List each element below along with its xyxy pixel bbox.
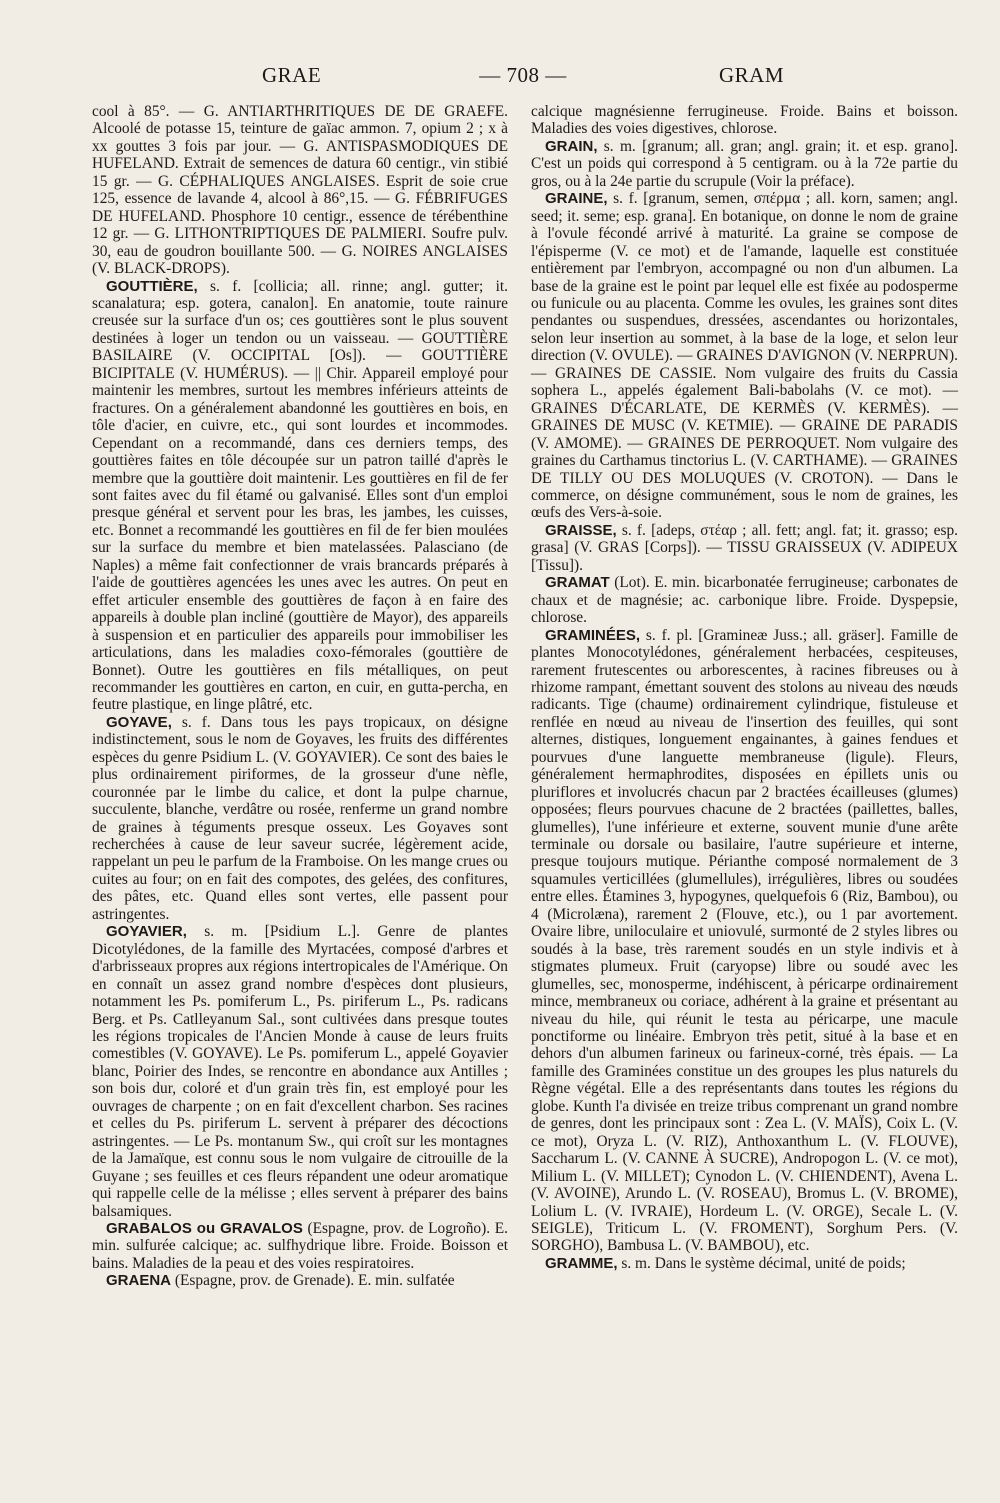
entry-headword: GRAINE, <box>545 190 608 208</box>
entry-continuation <box>92 103 508 278</box>
header-right-guide-word: GRAM <box>718 63 784 87</box>
entry-text: calcique magnésienne ferrugineuse. Froide. Bains et boisson. Maladies des voies digestives, chlorose. <box>531 103 958 138</box>
entry-headword: GRAMAT <box>545 574 610 592</box>
entry-headword: GRABALOS ou GRAVALOS <box>106 1220 303 1237</box>
header-left-guide-word: GRAE <box>262 63 322 87</box>
entry-text: (Espagne, prov. de Logroño). E. min. sulfurée calcique; ac. sulfhydrique libre. Froide. Boisson et bains. Maladies de la peau et des voies respiratoires. <box>92 1220 508 1272</box>
entry-text: s. f. [adeps, στέαρ ; all. fett; angl. fat; it. grasso; esp. grasa] (V. GRAS [Corps]). — TISSU GRAISSEUX (V. ADIPEUX [Tissu]). <box>531 521 958 574</box>
running-header <box>262 63 784 93</box>
entry-text: s. f. pl. [Gramineæ Juss.; all. gräser]. Famille de plantes Monocotylédones, généralement herbacées, cespiteuses, rarement frutescentes ou arborescentes, à racines fibreuses ou à rhizome rampant, émettant souvent des stolons au niveau des nœuds radicants. Tige (chaume) ordinairement cylindrique, fistuleuse et renflée en nœud au niveau de l'insertion des feuilles, qui sont alternes, distiques, longuement engainantes, à gaines fendues et pourvues d'une languette membraneuse (ligule). Fleurs, généralement hermaphrodites, disposées en épillets unis ou pluriflores et involucrés chacun par 2 bractées écailleuses (glumes) opposées; fleurs pourvues chacune de 2 bractées (paillettes, balles, glumelles), l'une inférieure et externe, souvent munie d'une arête terminale ou dorsale ou basilaire, l'autre supérieure et interne, presque toujours mutique. Périanthe composé normalement de 3 squamules verticillées (glumellules), irrégulières, libres ou soudées entre elles. Étamines 3, hypogynes, quelquefois 6 (Riz, Bambou), ou 4 (Microlæna), rarement 2 (Flouve, etc.), ou 1 par avortement. Ovaire libre, uniloculaire et uniovulé, surmonté de 2 styles libres ou soudés à la base, très rarement soudés en un style indivis et à stigmates plumeux. Fruit (caryopse) libre ou soudé avec les glumelles, sec, monosperme, indéhiscent, à péricarpe ordinairement mince, membraneux ou coriace, adhérent à la graine et présentant au niveau du hile, qui réunit le testa au péricarpe, une macule ponctiforme ou linéaire. Embryon très petit, situé à la base et en dehors d'un albumen farineux ou farineux-corné, très épais. — La famille des Graminées constitue un des groupes les plus naturels du Règne végétal. Elle a des représentants dans toutes les régions du globe. Kunth l'a divisée en treize tribus comprenant un grand nombre de genres, dont les principaux sont : Zea L. (V. MAÏS), Coix L. (V. ce mot), Oryza L. (V. RIZ), Anthoxanthum L. (V. FLOUVE), Saccharum L. (V. CANNE À SUCRE), Andropogon L. (V. ce mot), Milium L. (V. MILLET); Cynodon L. (V. CHIENDENT), Avena L. (V. AVOINE), Arundo L. (V. ROSEAU), Bromus L. (V. BROME), Lolium L. (V. IVRAIE), Hordeum L. (V. ORGE), Secale L. (V. SEIGLE), Triticum L. (V. FROMENT), Sorghum Pers. (V. SORGHO), Bambusa L. (V. BAMBOU), etc. <box>531 626 958 1255</box>
dictionary-entry <box>92 923 508 1220</box>
entry-headword: GOYAVIER, <box>106 923 187 941</box>
left-column <box>92 103 508 1290</box>
page-number: — 708 — <box>479 63 567 87</box>
entry-text: s. m. Dans le système décimal, unité de poids; <box>617 1254 906 1272</box>
entry-headword: GRAENA <box>106 1272 172 1290</box>
entry-text: (Lot). E. min. bicarbonatée ferrugineuse; carbonates de chaux et de magnésie; ac. carbonique libre. Froide. Dyspepsie, chlorose. <box>531 574 958 627</box>
dictionary-entry <box>531 190 958 522</box>
dictionary-entry <box>531 574 958 626</box>
dictionary-entry <box>531 522 958 574</box>
entry-text: s. f. [granum, semen, σπέρμα ; all. korn, samen; angl. seed; it. seme; esp. grana]. En botanique, on donne le nom de graine à l'ovule fécondé arrivé à maturité. La graine se compose de l'épisperme (V. ce mot) et de l'amande, laquelle est constituée entièrement par l'embryon, accompagné ou non d'un albumen. La base de la graine est le point par lequel elle est fixée au podosperme ou funicule ou au placenta. Comme les ovules, les graines sont dites pendantes ou suspendues, dressées, ascendantes ou horizontales, selon leur insertion au sommet, à la base de la loge, et selon leur direction (V. OVULE). — GRAINES D'AVIGNON (V. NERPRUN). — GRAINES DE CASSIE. Nom vulgaire des fruits du Cassia sophera L., appelés également Bali-babolahs (V. ce mot). — GRAINES D'ÉCARLATE, DE KERMÈS (V. KERMÈS). — GRAINES DE MUSC (V. KETMIE). — GRAINE DE PARADIS (V. AMOME). — GRAINES DE PERROQUET. Nom vulgaire des graines du Carthamus tinctorius L. (V. CARTHAME). — GRAINES DE TILLY OU DES MOLUQUES (V. CROTON). — Dans le commerce, on désigne communément, sous le nom de graines, les œufs des Vers-à-soie. <box>531 190 958 522</box>
entry-text: s. m. [Psidium L.]. Genre de plantes Dicotylédones, de la famille des Myrtacées, composé d'arbres et d'arbrisseaux propres aux régions intertropicales de l'Amérique. On en connaît un assez grand nombre d'espèces dont plusieurs, notamment les Ps. pomiferum L., Ps. piriferum L., Ps. radicans Berg. et Ps. Catlleyanum Sal., sont cultivées dans presque toutes les régions tropicales de l'Ancien Monde à cause de leurs fruits comestibles (V. GOYAVE). Le Ps. pomiferum L., appelé Goyavier blanc, Poirier des Indes, se rencontre en abondance aux Antilles ; son bois dur, coloré et d'un grain très fin, est employé pour les ouvrages de charpente ; on en fait d'excellent charbon. Ses racines et celles du Ps. piriferum L. servent à préparer des décoctions astringentes. — Le Ps. montanum Sw., qui croît sur les montagnes de la Jamaïque, est connu sous le nom vulgaire de citrouille de la Guyane ; ses feuilles et ces fleurs répandent une odeur aromatique qui rappelle celle de la mélisse ; elles servent à préparer des bains balsamiques. <box>92 923 508 1220</box>
dictionary-entry <box>92 278 508 714</box>
dictionary-entry <box>531 138 958 190</box>
entry-text: s. m. [granum; all. gran; angl. grain; it. et esp. grano]. C'est un poids qui correspond à 5 centigram. ou à la 72e partie du gros, ou à la 24e partie du scrupule (Voir la préface). <box>531 137 958 190</box>
dictionary-entry <box>92 1272 508 1289</box>
dictionary-entry <box>92 714 508 923</box>
entry-continuation <box>531 103 958 138</box>
entry-text: (Espagne, prov. de Grenade). E. min. sulfatée <box>171 1272 455 1290</box>
entry-text: s. f. Dans tous les pays tropicaux, on désigne indistinctement, sous le nom de Goyaves, les fruits des différentes espèces du genre Psidium L. (V. GOYAVIER). Ce sont des baies le plus ordinairement piriformes, de la grosseur d'une nèfle, couronnée par le limbe du calice, et dont la pulpe charnue, succulente, blanche, verdâtre ou rosée, renferme un grand nombre de graines à téguments presque osseux. Les Goyaves sont recherchées à cause de leur saveur sucrée, légèrement acide, rappelant un peu le parfum de la Framboise. On les mange crues ou cuites au four; on en fait des compotes, des gelées, des confitures, des pâtes, etc. Quand elles sont vertes, elle passent pour astringentes. <box>92 713 508 923</box>
dictionary-entry <box>531 1255 958 1272</box>
entry-headword: GOUTTIÈRE, <box>106 277 198 295</box>
entry-text: cool à 85°. — G. ANTIARTHRITIQUES DE DE GRAEFE. Alcoolé de potasse 15, teinture de gaïac ammon. 7, opium 2 ; x à xx gouttes 3 fois par jour. — G. ANTISPASMODIQUES DE HUFELAND. Extrait de semences de datura 60 centigr., vin stibié 15 gr. — G. CÉPHALIQUES ANGLAISES. Esprit de soie crue 125, essence de lavande 4, alcool à 86°,15. — G. FÉBRIFUGES DE HUFELAND. Phosphore 10 centigr., essence de térébenthine 12 gr. — G. LITHONTRIPTIQUES DE PALMIERI. Soufre pulv. 30, eau de goudron bouillante 500. — G. NOIRES ANGLAISES (V. BLACK-DROPS). <box>92 103 508 278</box>
entry-text: s. f. [collicia; all. rinne; angl. gutter; it. scanalatura; esp. gotera, canalon]. En anatomie, toute rainure creusée sur la surface d'un os; ces gouttières sont le plus souvent destinées à loger un tendon ou un vaisseau. — GOUTTIÈRE BASILAIRE (V. OCCIPITAL [Os]). — GOUTTIÈRE BICIPITALE (V. HUMÉRUS). — || Chir. Appareil employé pour maintenir les membres, surtout les membres inférieurs atteints de fractures. On a généralement abandonné les gouttières en bois, en tôle d'acier, en cuivre, etc., qui sont lourdes et incommodes. Cependant on a recommandé, dans ces derniers temps, des gouttières faites en tôle découpée sur un patron taillé d'après le membre que la gouttière doit maintenir. Les gouttières en fil de fer sont faites avec du fil étamé ou galvanisé. Elles sont d'un emploi presque général et servent pour les bras, les jambes, les cuisses, etc. Bonnet a recommandé les gouttières en fil de fer bien moulées sur la surface du membre et bien matelassées. Palasciano (de Naples) a même fait confectionner de vrais brancards préparés à l'aide de gouttières agencées les unes avec les autres. On peut en effet articuler ensemble des gouttières de façon à en faire des appareils à double plan incliné (gouttière de Mayor), des appareils à suspension et en particulier des appareils pour immobiliser les articulations, dans les maladies coxo-fémorales (gouttière de Bonnet). Outre les gouttières en fils métalliques, on peut recommander les gouttières en carton, en cuir, en gutta-percha, en feutre plastique, en linge plâtré, etc. <box>92 277 508 714</box>
entry-headword: GRAMINÉES, <box>545 626 641 644</box>
entry-headword: GRAMME, <box>545 1254 618 1272</box>
dictionary-entry <box>92 1220 508 1272</box>
right-column <box>531 103 958 1272</box>
entry-headword: GOYAVE, <box>106 713 172 731</box>
entry-headword: GRAIN, <box>545 137 598 155</box>
entry-headword: GRAISSE, <box>545 521 617 539</box>
dictionary-entry <box>531 627 958 1255</box>
